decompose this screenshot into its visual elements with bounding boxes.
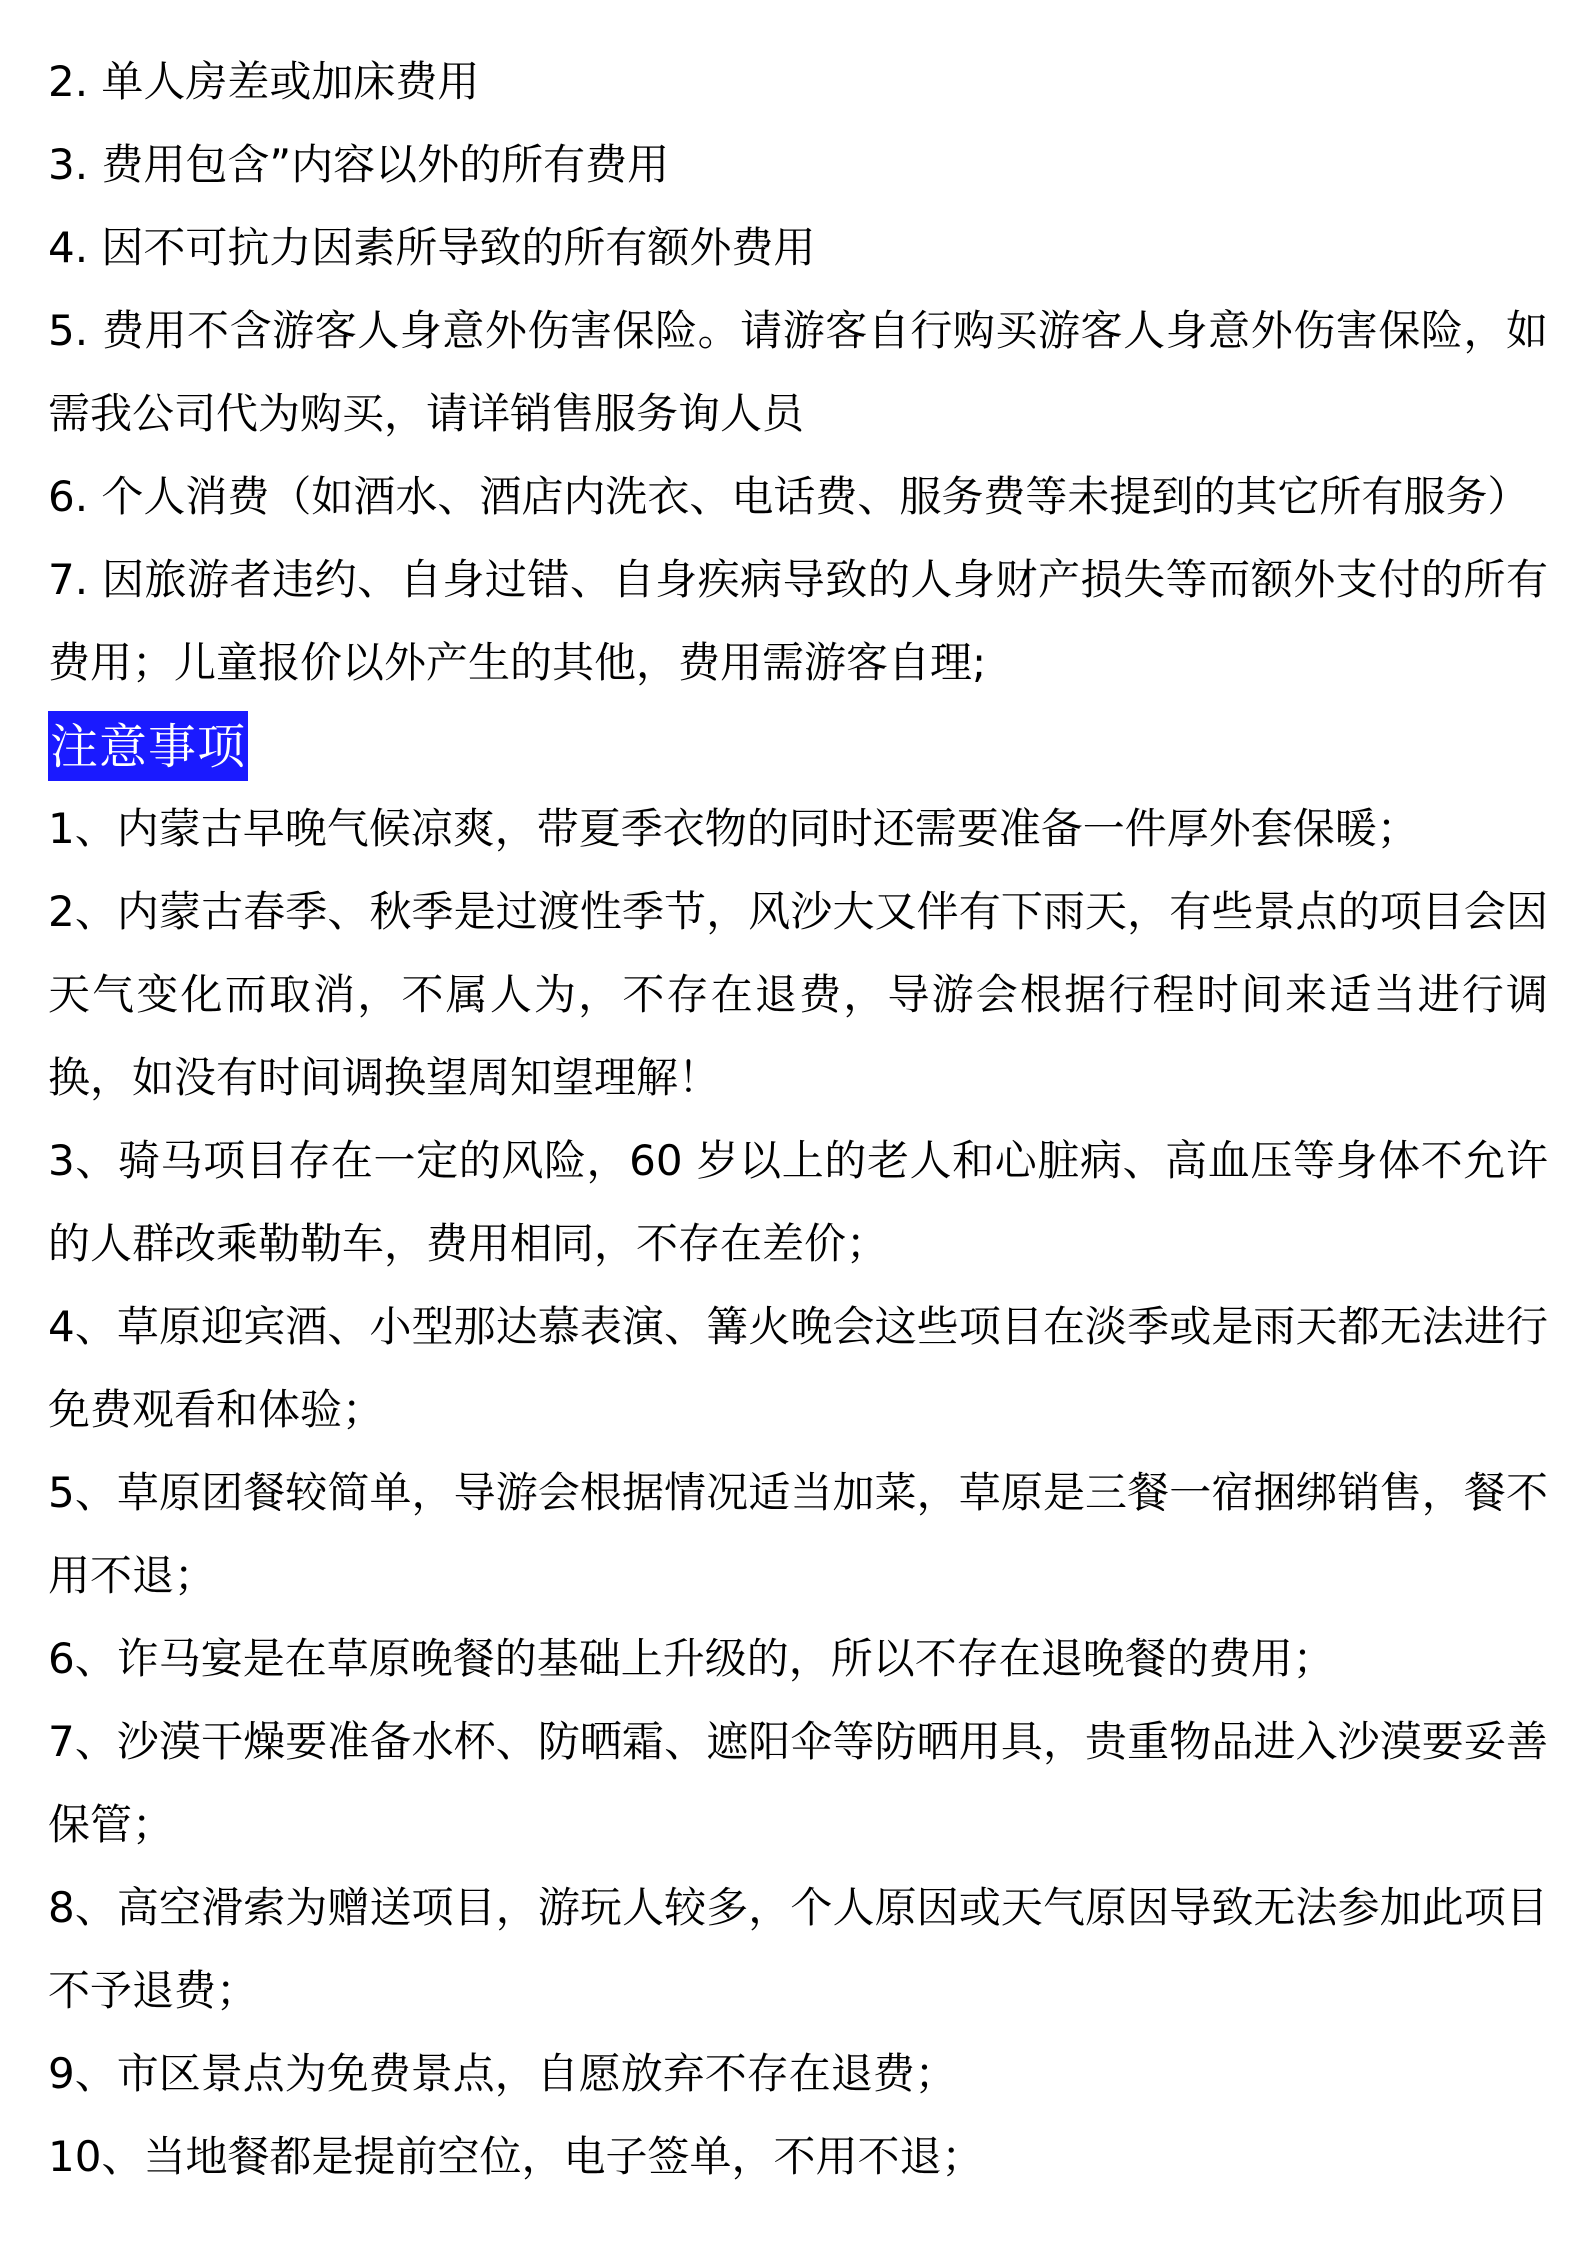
note-item: 9、市区景点为免费景点，自愿放弃不存在退费； [48,2049,957,2098]
document-body [48,40,1548,2198]
note-item: 6、诈马宴是在草原晚餐的基础上升级的，所以不存在退晚餐的费用； [48,1634,1335,1683]
excluded-item: 2. 单人房差或加床费用 [48,57,480,106]
excluded-item: 3. 费用包含”内容以外的所有费用 [48,140,670,189]
excluded-item: 5. 费用不含游客人身意外伤害保险。请游客自行购买游客人身意外伤害保险，如需我公司代为购买，请详销售服务询人员 [48,306,1548,438]
notes-list [48,787,1548,2198]
note-item: 3、骑马项目存在一定的风险，60 岁以上的老人和心脏病、高血压等身体不允许的人群改乘勒勒车，费用相同，不存在差价； [48,1136,1548,1268]
notes-heading: 注意事项 [48,711,248,781]
note-item: 8、高空滑索为赠送项目，游玩人较多，个人原因或天气原因导致无法参加此项目不予退费； [48,1883,1548,2015]
note-item: 10、当地餐都是提前空位，电子签单，不用不退； [48,2132,984,2181]
excluded-item: 4. 因不可抗力因素所导致的所有额外费用 [48,223,816,272]
note-item: 2、内蒙古春季、秋季是过渡性季节，风沙大又伴有下雨天，有些景点的项目会因天气变化而取消，不属人为，不存在退费，导游会根据行程时间来适当进行调换，如没有时间调换望周知望理解！ [48,887,1548,1102]
note-item: 7、沙漠干燥要准备水杯、防晒霜、遮阳伞等防晒用具，贵重物品进入沙漠要妥善保管； [48,1717,1548,1849]
excluded-item: 6. 个人消费（如酒水、酒店内洗衣、电话费、服务费等未提到的其它所有服务） [48,472,1530,521]
note-item: 1、内蒙古早晚气候凉爽，带夏季衣物的同时还需要准备一件厚外套保暖； [48,804,1419,853]
excluded-costs-list [48,40,1548,704]
note-item: 4、草原迎宾酒、小型那达慕表演、篝火晚会这些项目在淡季或是雨天都无法进行免费观看和体验； [48,1302,1548,1434]
excluded-item: 7. 因旅游者违约、自身过错、自身疾病导致的人身财产损失等而额外支付的所有费用；儿童报价以外产生的其他，费用需游客自理; [48,555,1548,687]
notes-heading-row [48,704,1548,787]
note-item: 5、草原团餐较简单，导游会根据情况适当加菜，草原是三餐一宿捆绑销售，餐不用不退； [48,1468,1548,1600]
